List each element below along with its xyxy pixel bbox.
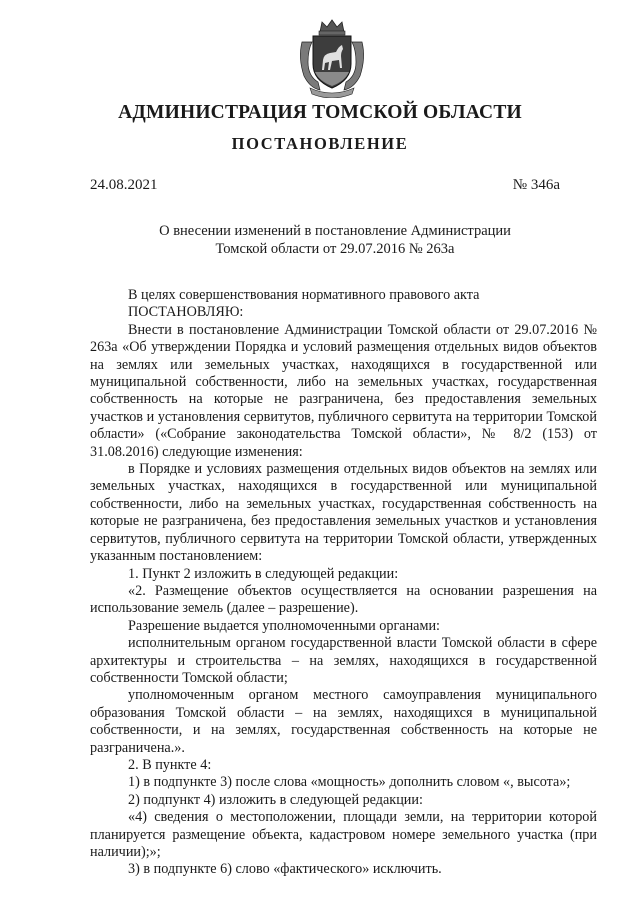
body-paragraph: 3) в подпункте 6) слово «фактического» исключить. — [128, 861, 442, 878]
coat-of-arms-icon — [296, 18, 368, 98]
body-paragraph: «2. Размещение объектов осуществляется на основании разрешения на использование земель (далее – разрешение). — [90, 582, 597, 617]
body-paragraph: 2. В пункте 4: — [128, 756, 212, 773]
document-date: 24.08.2021 — [90, 177, 158, 193]
body-paragraph: Внести в постановление Администрации Томской области от 29.07.2016 № 263а «Об утверждении Порядка и условий размещения отдельных видов объектов на землях или земельных участках, находящихся в государственной или муниципальной собственности, либо на земельных участках, государственная собственность на которые не разграничена, без предоставления земельных участков и установления сервитутов, публичного сервитута на территории Томской области» («Собрание законодательства Томской области», № 8/2 (153) от 31.08.2016) следующие изменения: — [90, 321, 597, 460]
intro-paragraph: В целях совершенствования нормативного правового акта — [128, 287, 480, 303]
document-subject — [90, 222, 580, 258]
subject-line: Томской области от 29.07.2016 № 263а — [215, 241, 455, 257]
body-paragraph: «4) сведения о местоположении, площади земли, на территории которой планируется размещение объекта, кадастровом номере земельного участка (при наличии);»; — [90, 809, 597, 860]
document-type: ПОСТАНОВЛЕНИЕ — [231, 134, 409, 153]
body-paragraph: 1. Пункт 2 изложить в следующей редакции: — [128, 565, 399, 582]
subject-line: О внесении изменений в постановление Администрации — [159, 223, 511, 239]
document-body — [90, 287, 597, 879]
body-paragraph: 2) подпункт 4) изложить в следующей редакции: — [128, 791, 423, 808]
resolve-heading: ПОСТАНОВЛЯЮ: — [128, 304, 244, 321]
body-paragraph: Разрешение выдается уполномоченными органами: — [128, 617, 440, 634]
body-paragraph: 1) в подпункте 3) после слова «мощность» дополнить словом «, высота»; — [128, 774, 571, 791]
body-paragraph: уполномоченным органом местного самоуправления муниципального образования Томской области – на землях, находящихся в муниципальной собственности, и на землях, государственная собственность на которые не разграничена.». — [90, 687, 597, 756]
organization-title: АДМИНИСТРАЦИЯ ТОМСКОЙ ОБЛАСТИ — [118, 102, 522, 123]
body-paragraph: в Порядке и условиях размещения отдельных видов объектов на землях или земельных участках, находящихся в государственной или муниципальной собственности, либо на земельных участках, государственная собственность на которые не разграничена, без предоставления земельных участков и установления сервитутов, публичного сервитута на территории Томской области, утвержденных указанным постановлением: — [90, 461, 597, 565]
document-number: № 346а — [512, 177, 560, 193]
body-paragraph: исполнительным органом государственной власти Томской области в сфере архитектуры и строительства – на землях, находящихся в государственной собственности Томской области; — [90, 635, 597, 686]
